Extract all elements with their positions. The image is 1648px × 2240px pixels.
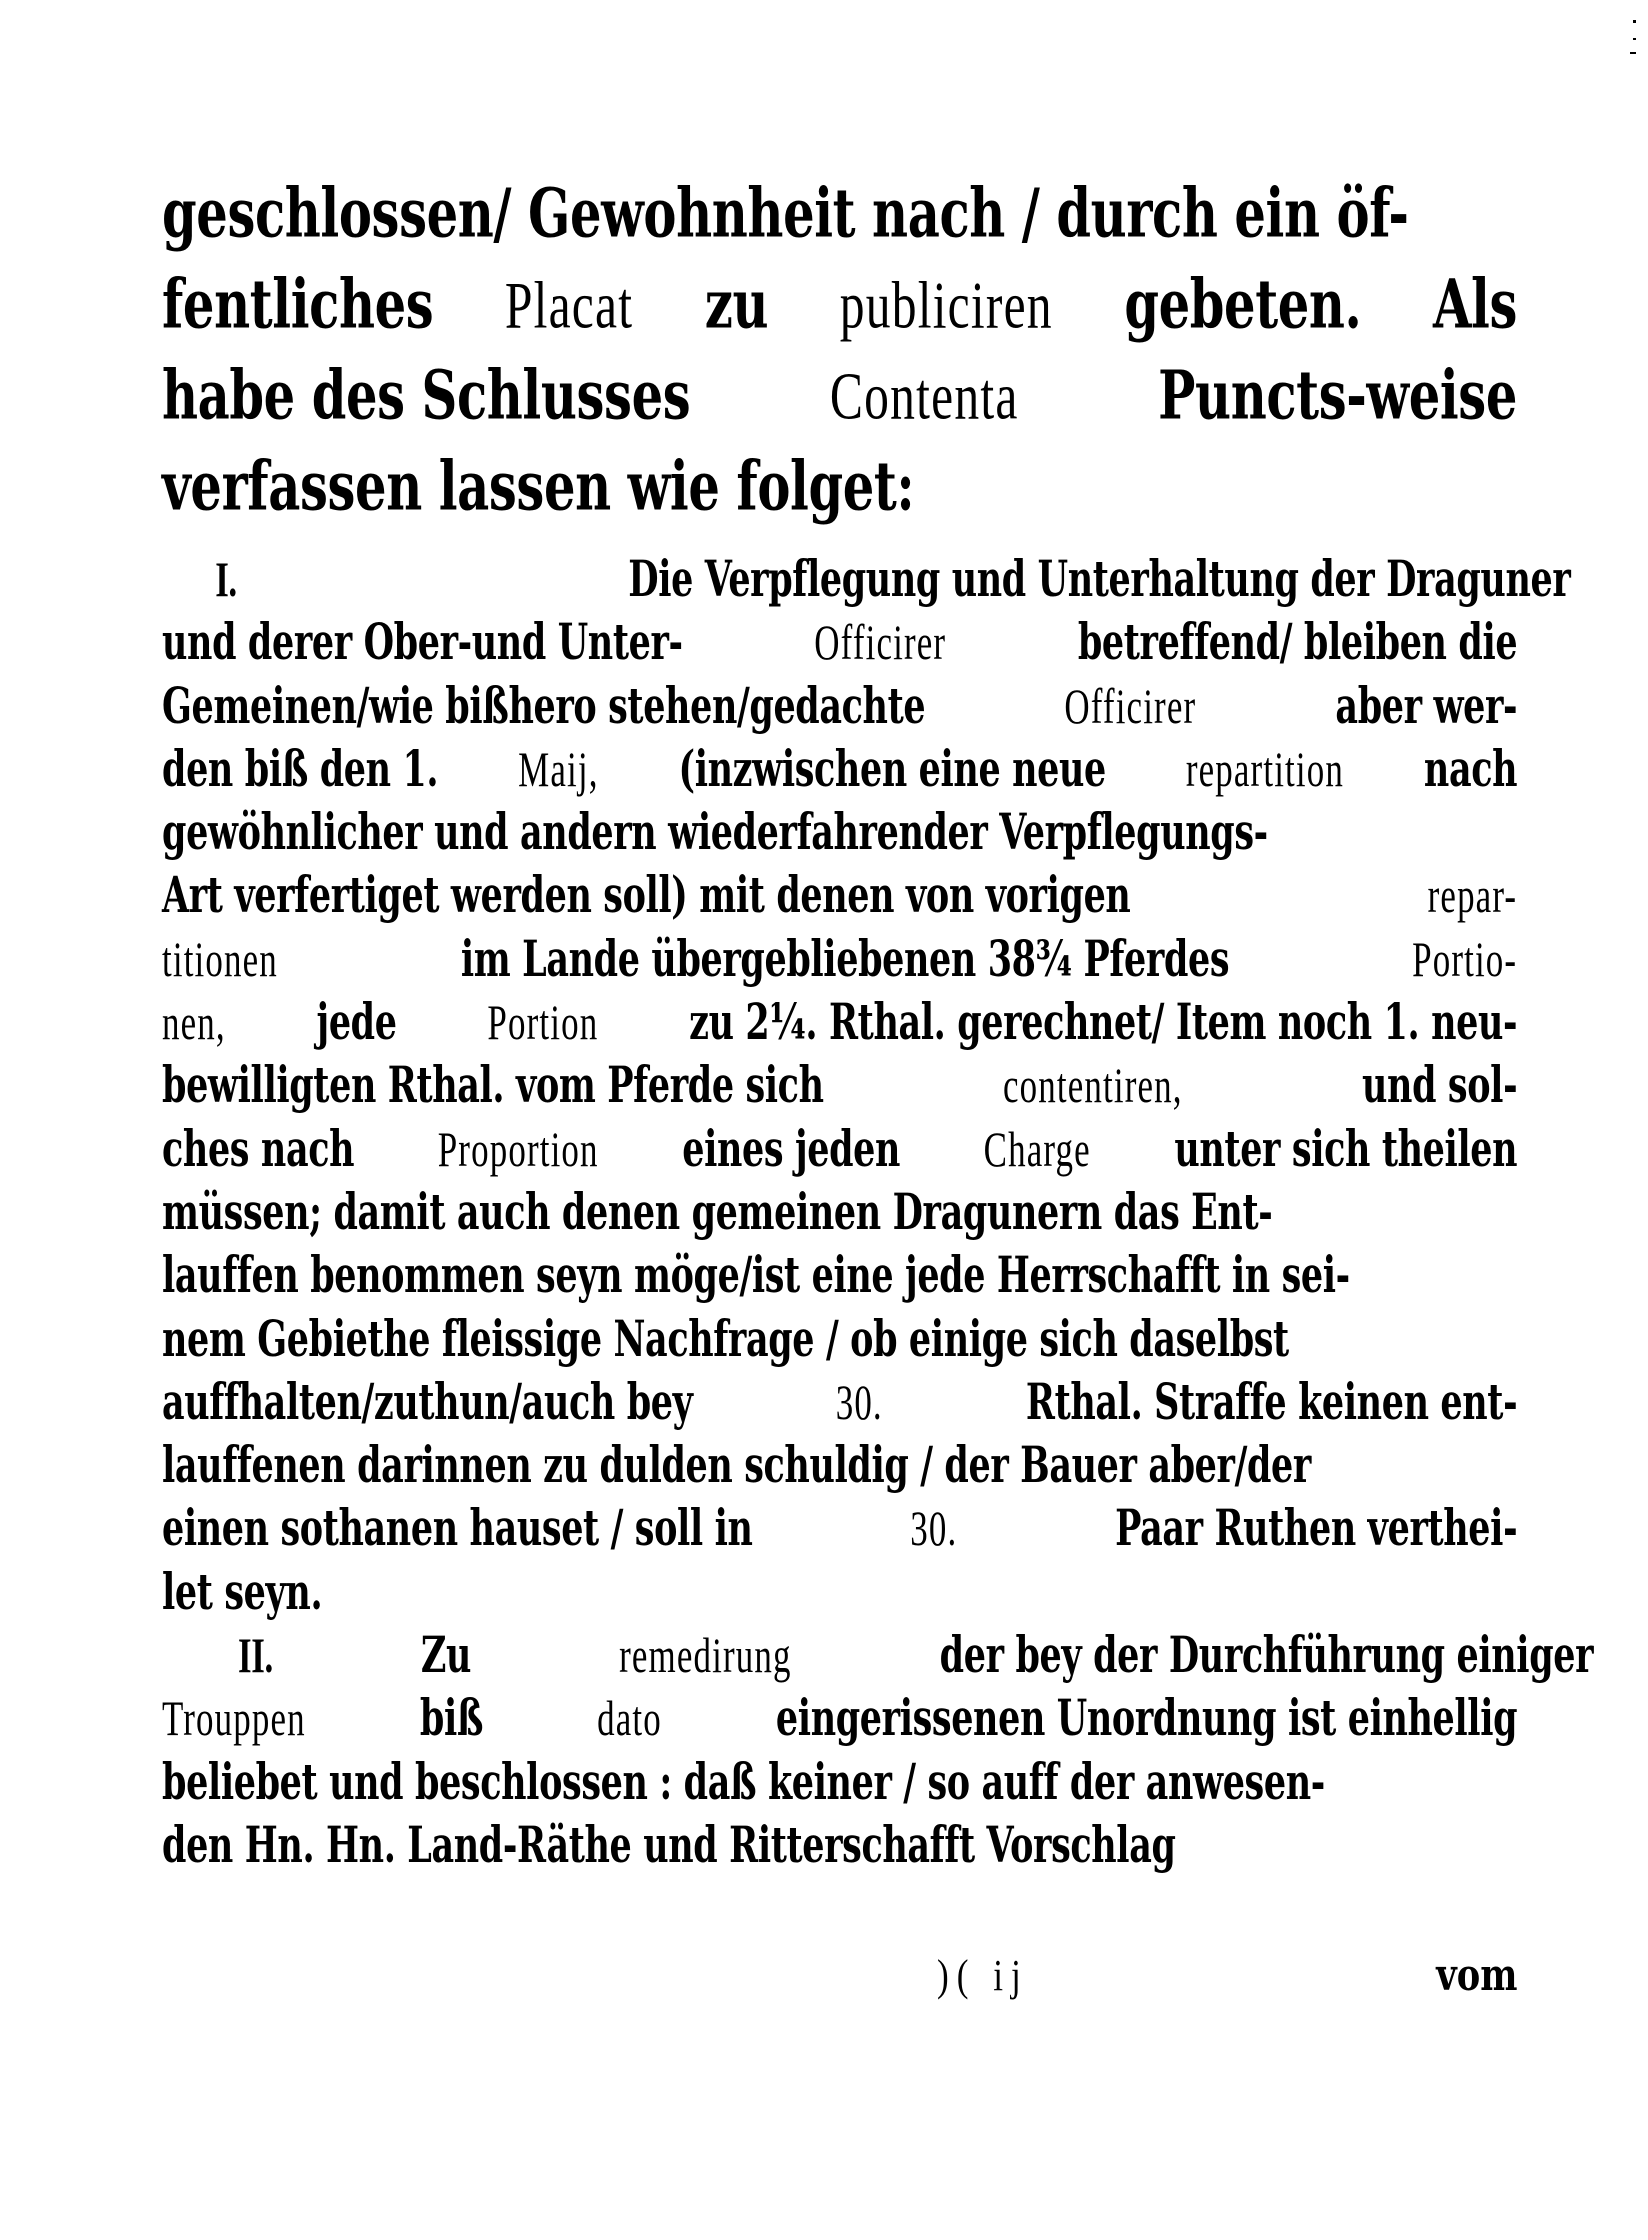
text-fraktur: biß — [419, 1689, 484, 1748]
text-antiqua: Contenta — [829, 360, 1019, 434]
text-antiqua: Portio- — [1412, 931, 1518, 987]
numbered-sections — [162, 548, 1594, 1877]
text-antiqua: Officirer — [1064, 678, 1197, 734]
text-fraktur: lauffen benommen seyn möge/ist eine jede Herrschafft in sei- — [162, 1246, 1350, 1305]
section-1-line — [162, 799, 1517, 867]
section-1 — [162, 548, 1571, 1624]
section-1-line — [162, 925, 1517, 993]
text-fraktur: geschlossen/ Gewohnheit nach / durch ein öf- — [162, 174, 1409, 253]
text-fraktur: nach — [1423, 739, 1518, 798]
text-fraktur: eingerissenen Unordnung ist einhellig — [775, 1689, 1518, 1748]
text-fraktur: Gemeinen/wie bißhero stehen/gedachte — [162, 676, 926, 735]
text-fraktur: habe des Schlusses — [162, 356, 691, 435]
text-antiqua: contentiren, — [1002, 1058, 1183, 1114]
text-antiqua: Portion — [487, 995, 599, 1051]
text-fraktur: Als — [1432, 265, 1517, 344]
section-1-line — [162, 545, 1570, 613]
text-antiqua: Maij, — [518, 741, 599, 797]
text-antiqua: 30. — [910, 1501, 958, 1557]
text-antiqua: 30. — [835, 1374, 883, 1430]
text-antiqua: remedirung — [619, 1627, 792, 1684]
text-fraktur: Die Verpflegung und Unterhaltung der Draguner — [628, 549, 1571, 609]
text-fraktur: eines jeden — [682, 1119, 901, 1178]
text-fraktur: Puncts-weise — [1158, 356, 1517, 435]
text-fraktur: beliebet und beschlossen : daß keiner / so auff der anwesen- — [162, 1752, 1325, 1811]
section-1-line — [162, 1115, 1517, 1183]
intro-line-4 — [162, 437, 1517, 535]
text-fraktur: nem Gebiethe fleissige Nachfrage / ob einige sich daselbst — [162, 1309, 1289, 1368]
text-fraktur: Art verfertiget werden soll) mit denen von vorigen — [162, 866, 1131, 925]
text-fraktur: verfassen lassen wie folget: — [162, 447, 915, 526]
section-1-line — [162, 1242, 1517, 1310]
text-antiqua: Officirer — [814, 615, 947, 671]
text-fraktur: Paar Ruthen verthei- — [1115, 1499, 1518, 1558]
text-fraktur: ches nach — [162, 1119, 355, 1178]
text-fraktur: lauffenen darinnen zu dulden schuldig / der Bauer aber/der — [162, 1435, 1311, 1495]
text-fraktur: den Hn. Hn. Land-Räthe und Ritterschafft Vorschlag — [162, 1815, 1176, 1875]
text-fraktur: Zu — [420, 1625, 472, 1685]
text-fraktur: und sol- — [1361, 1056, 1518, 1115]
scan-artifact-marks — [1628, 14, 1636, 64]
section-numeral: II. — [238, 1627, 273, 1684]
section-1-line — [162, 1052, 1517, 1120]
text-fraktur: zu 2¼. Rthal. gerechnet/ Item noch 1. neu- — [689, 992, 1518, 1052]
text-fraktur: let seyn. — [162, 1562, 323, 1621]
section-1-line — [162, 672, 1517, 740]
text-antiqua: nen, — [162, 995, 226, 1051]
text-antiqua: Charge — [983, 1121, 1091, 1177]
intro-line-3 — [162, 346, 1517, 444]
text-fraktur: den biß den 1. — [162, 739, 439, 798]
text-fraktur: im Lande übergebliebenen 38¾ Pferdes — [460, 929, 1230, 988]
text-fraktur: bewilligten Rthal. vom Pferde sich — [162, 1056, 824, 1115]
signature-mark: )( ij — [937, 1951, 1029, 2000]
text-fraktur: unter sich theilen — [1174, 1119, 1518, 1178]
text-fraktur: jede — [316, 992, 397, 1052]
section-2-line — [162, 1622, 1593, 1690]
catchword: vom — [1435, 1950, 1517, 2001]
text-fraktur: fentliches — [162, 265, 434, 344]
text-antiqua: dato — [597, 1691, 662, 1747]
page-footer — [162, 1950, 1517, 2030]
text-antiqua: titionen — [162, 931, 278, 987]
text-antiqua: Proportion — [437, 1121, 599, 1177]
intro-line-2 — [162, 255, 1517, 353]
section-numeral: I. — [215, 551, 237, 608]
text-fraktur: gewöhnlicher und andern wiederfahrender Verpflegungs- — [162, 802, 1268, 862]
section-1-line — [162, 862, 1517, 930]
section-1-line — [162, 1368, 1517, 1436]
text-antiqua: repar- — [1427, 868, 1518, 924]
section-1-line — [162, 989, 1517, 1057]
section-1-line — [162, 1432, 1517, 1500]
text-fraktur: Rthal. Straffe keinen ent- — [1025, 1372, 1518, 1431]
section-1-line — [162, 609, 1517, 677]
section-1-line — [162, 1495, 1517, 1563]
intro-paragraph — [162, 168, 1517, 532]
text-fraktur: der bey der Durchführung einiger — [939, 1625, 1594, 1685]
text-fraktur: gebeten. — [1124, 265, 1362, 344]
section-2 — [162, 1624, 1594, 1877]
section-1-line — [162, 1178, 1517, 1246]
intro-line-1 — [162, 164, 1517, 262]
text-fraktur: (inzwischen eine neue — [678, 739, 1106, 798]
text-fraktur: auffhalten/zuthun/auch bey — [162, 1372, 693, 1431]
text-antiqua: Placat — [504, 269, 634, 343]
text-fraktur: aber wer- — [1335, 676, 1518, 735]
text-fraktur: einen sothanen hauset / soll in — [162, 1499, 753, 1558]
text-fraktur: müssen; damit auch denen gemeinen Dragunern das Ent- — [162, 1182, 1273, 1242]
text-fraktur: betreffend/ bleiben die — [1077, 613, 1518, 672]
section-2-line — [162, 1685, 1517, 1753]
section-1-line — [162, 735, 1517, 803]
section-1-line — [162, 1305, 1517, 1373]
section-2-line — [162, 1811, 1517, 1879]
text-antiqua: repartition — [1185, 741, 1344, 797]
section-2-line — [162, 1748, 1517, 1816]
section-1-line — [162, 1558, 1517, 1626]
text-fraktur: zu — [704, 265, 769, 344]
text-fraktur: und derer Ober-und Unter- — [162, 613, 683, 672]
text-antiqua: Trouppen — [162, 1691, 306, 1747]
text-antiqua: publiciren — [839, 269, 1053, 343]
